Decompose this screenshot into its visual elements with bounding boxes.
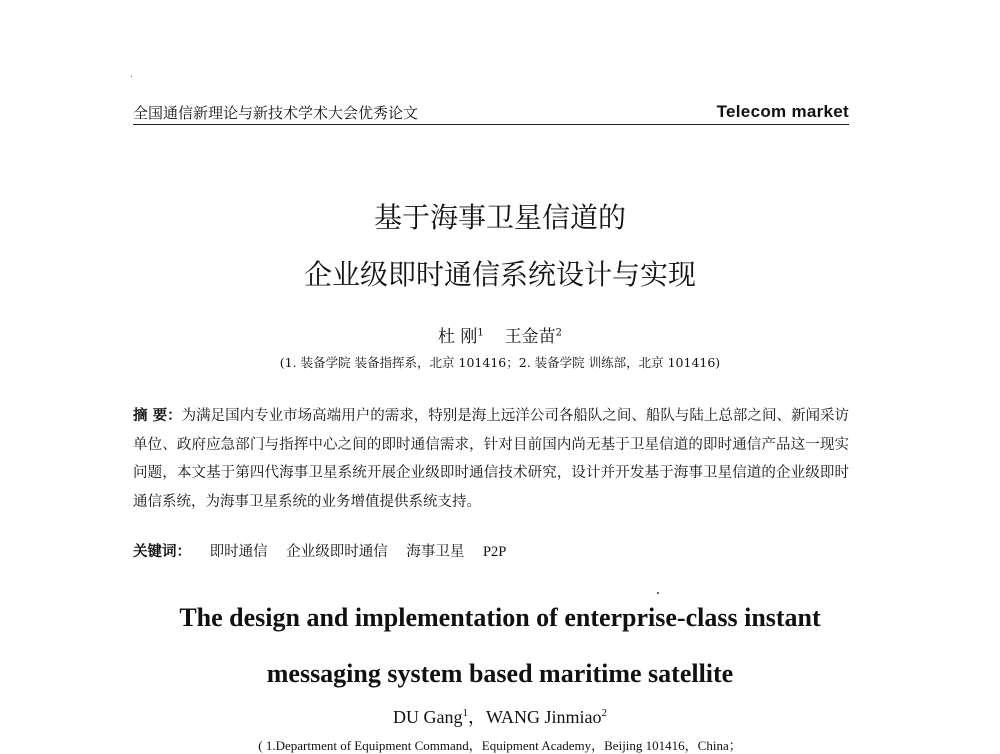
scan-speck	[657, 592, 659, 594]
journal-name: Telecom market	[716, 102, 849, 121]
keywords-label: 关键词：	[133, 543, 191, 560]
author-1-affil-mark-en: 1	[462, 707, 468, 719]
keyword-item: 海事卫星	[406, 544, 465, 560]
scan-speck	[131, 76, 132, 77]
abstract-label: 摘 要：	[133, 407, 182, 424]
english-title-line-1: The design and implementation of enterprise-class instant	[179, 603, 821, 632]
author-1-name-en: DU Gang	[393, 707, 463, 727]
english-affiliation: ( 1.Department of Equipment Command，Equipment Academy，Beijing 101416，China；	[258, 738, 742, 753]
author-2-affil-mark: 2	[555, 327, 562, 339]
conference-name: 全国通信新理论与新技术学术大会优秀论文	[133, 104, 419, 122]
author-1-affil-mark: 1	[477, 327, 484, 339]
chinese-authors	[0, 322, 1000, 347]
author-separator: ，	[468, 707, 486, 727]
keyword-item: 即时通信	[209, 544, 268, 560]
keywords-cn	[133, 540, 849, 561]
author-2-affil-mark-en: 2	[601, 707, 607, 719]
chinese-title-line-2: 企业级即时通信系统设计与实现	[303, 258, 696, 291]
abstract-text: 为满足国内专业市场高端用户的需求，特别是海上远洋公司各船队之间、船队与陆上总部之间、新闻采访单位、政府应急部门与指挥中心之间的即时通信需求，针对目前国内尚无基于卫星信道的即时通信产品这一现实问题，本文基于第四代海事卫星系统开展企业级即时通信技术研究，设计并开发基于海事卫星信道的企业级即时通信系统，为海事卫星系统的业务增值提供系统支持。	[133, 408, 849, 510]
author-2-name-cn: 王金苗	[504, 327, 556, 347]
chinese-title-line-1: 基于海事卫星信道的	[373, 201, 626, 234]
english-title-line-2: messaging system based maritime satellite	[266, 659, 734, 688]
author-2-name-en: WANG Jinmiao	[486, 707, 602, 727]
chinese-affiliation: (1. 装备学院 装备指挥系，北京 101416；2. 装备学院 训练部，北京 101416)	[279, 355, 721, 370]
keyword-item: 企业级即时通信	[286, 544, 388, 560]
author-1-name-cn: 杜 刚	[438, 327, 478, 347]
abstract-cn	[133, 402, 849, 516]
running-header	[133, 102, 849, 125]
english-authors	[0, 703, 1000, 729]
keyword-item: P2P	[482, 544, 507, 560]
